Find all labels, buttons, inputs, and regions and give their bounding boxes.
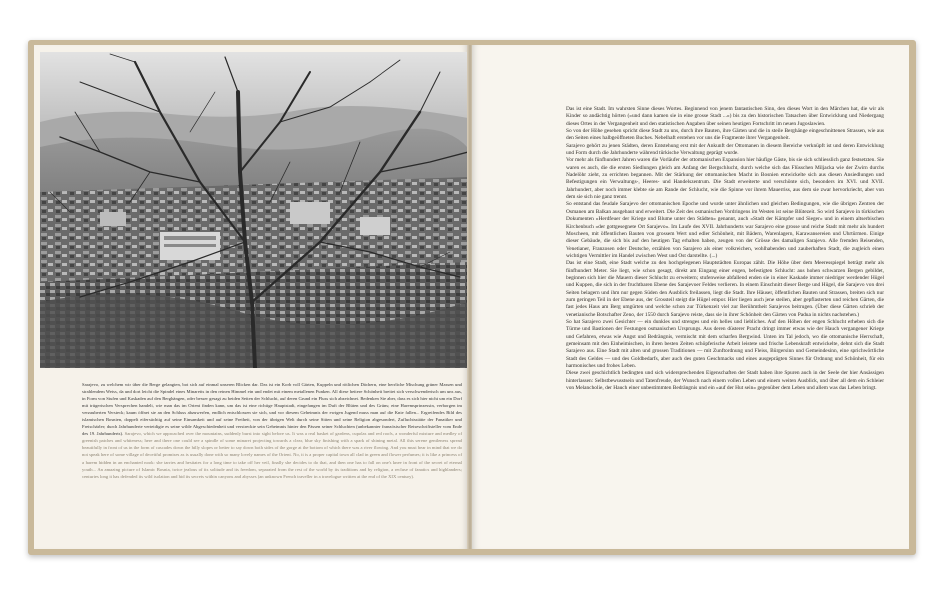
photo-illustration xyxy=(40,52,468,368)
paragraph: So hat Sarajevo zwei Gesichter — ein dunkles und strenges und ein helles und liebliches. Auf den Höhen der engen Schlucht erheben sich die Türme und Bastionen der Festungen osmanischen Ursprungs. Aus deren düsterer Pracht dringt immer etwas wie der Hauch vergangener Kriege und Gefahren, etwas wie Angst und Bedrängnis, vermischt mit dem scharfen Bergwind. Unten im Tal jedoch, wo die ottomanische Herrschaft, gemeinsam mit den Einheimischen, in ihren besten Zeiten schöpferische Arbeit leistete und frische Lebenskraft entwickelte, dehnt sich die Stadt Sarajevo aus. Eine Stadt mit alten und grossen Traditionen — mit Zunftordnung und Fleiss, Bürgersinn und Gemeindesinn, eine sprichwörtliche Stadt des Geldes — und des Goldbedarfs, aber auch des guten Geschmacks und eines ausgeprägten Sinnes für Ordnung und Schönheit, für ein harmonisches und frohes Leben. xyxy=(566,318,884,370)
paragraph: Das ist eine Stadt. Im wahrsten Sinne dieses Wortes. Beginnend von jenem fantastischen Sinn, den dieses Wort in den Märchen hat, die wir als Kinder so andächtig hörten (»und dann kamen sie in eine grosse Stadt ...«) bis zu den historischen Tatsachen über Entwicklung und Niedergang dieses Ortes in der Vergangenheit und den statistischen Angaben über seinen heutigen Fortschritt im neuen Jugoslawien. xyxy=(566,106,884,127)
paragraph: So von der Höhe gesehen spricht diese Stadt zu uns, durch ihre Bauten, ihre Gärten und die in steile Berghänge eingeschnittenen Strassen, wie aus den Seiten eines halbgeöffneten Buches. Nebelhaft erstehen vor uns die Fragmente ihrer Vergangenheit. xyxy=(566,128,884,142)
paragraph: Das ist eine Stadt, eine Stadt welche zu den hochgelegenen Hauptstädten Europas zählt. Die Höhe über dem Meeresspiegel beträgt mehr als fünfhundert Meter. Sie liegt, wie schon gesagt, direkt am Eingang einer engen, befestigten Schlucht: aus hohen schwarzen Bergen gebildet, beginnen sich hier die Mauern dieser Schlucht zu erweitern; stufenweise abfallend enden sie in einer Kaskade immer niedriger werdender Hügel und Kuppen, die sich in der fruchtbaren Ebene des Sarajevoer Feldes verlieren. In einem Einschnitt dieser Berge und Hügel, die Sarajevo von drei Seiten belagern und ihm nur gegen Süden den Ausblick freilassen, liegt die Stadt. Ihre Häuser, öffentlichen Bauten und Strassen, breiten sich nur zum geringen Teil in der Ebene aus, der Grossteil steigt die Hügel empor. Hier liegen auch jene steilen, aber gepflasterten und reichen Gärten, die fast jedes Haus am Berg umgürten und welche schon zur Türkenzeit viel zur Berühmtheit Sarajevos beitrugen. (Über diese Gärten schrieb der venetianische Botschafter Zeno, der 1550 durch Sarajevo reiste, dass sie in ihrer Schönheit den Gärten von Padua in nichts nachstehen.) xyxy=(566,260,884,318)
paragraph: Diese zwei geschichtlich bedingten und sich widersprechenden Eigenschaften der Stadt haben ihre Spuren auch in der Seele der hier Ansässigen hinterlassen: Selbstbewusstsein und Tatenfreude, der Wunsch nach einem vollen Leben und einem weiten Ausblick, und über all dem ein Schleier von Melancholie, der Hauch einer unbestimmten Bedrängnis und ein »auf der Hut sein« gegenüber dem Leben und allem was das Leben bringt. xyxy=(566,370,884,392)
body-text xyxy=(566,106,884,392)
caption-german: Sarajevo, zu welchem wir über die Berge gelangten, bot sich auf einmal unseren Blicken dar. Das ist ein Korb voll Gärten, Kuppeln und rötlichen Dächern, eine herrliche Mischung grüner Massen und strahlendem Weiss, da und dort leicht die Spindel eines Minaretts in den reinen Himmel ein und endet mit einem metallenen Funken. All diese heitere Schönheit breitet sich verschwenderisch um uns aus, in Form von Stufen und Kaskaden auf den Berghängen, oder besser gesagt zu beiden Seiten der Schlucht, auf deren Grund ein Fluss sich abzeichnet. Bedenken Sie aber, dass es sich hier nicht um ein Dorf mit trügerischen Versprechen handelt, wie man das im Orient finden kann, um das ist eine richtige Hauptstadt, eingefangen im Duft der Blüten und des Grüns; eine Haremsprinzessin, verborgen im verzauberten Versteck; kaum öffnet sie an den Schluss abzuwerfen, endlich entschlossen sie sich, und vor diesem Geheimnis der ewigen Jugend muss man auf die Knie fallen... Ergreifendes Bild des islamischen Bosnien, doppelt eifersüchtig auf seine Einsamkeit und auf seine Freiheit, von der übrigen Welt durch seine Sitten und seine Religion abgesondert, Zufluchtsstätte der Fanatiker und Freischärler; durch Jahrhunderte verteidigte es seine wilde Abgeschiedenheit und verstreckte sein Geheimnis hinter den Pässen seiner Schluchten (unbekannter französischer Reiseschriftsteller vom Ende des 19. Jahrhunderts). xyxy=(82,382,462,437)
right-page xyxy=(472,45,909,549)
left-page xyxy=(34,45,468,549)
city-photograph xyxy=(40,52,468,368)
caption-english: Sarajevo, which we approached over the mountains, suddenly burst into sight before us. It was a real basket of gardens, cupolas and red roofs, a wonderful mixture and medley of greenish patches and whiteness; here and there one could see a spindle of some minaret projecting towards a clear, blue sky finishing with a spark of shining metal. All this serene gentleness spread beautifully in front of us in the form of cascades down the hilly slopes or better to say down both sides of the gorge at the bottom of which there was a river flowing. And you must bear in mind that we do not speak here of some village of deceitful promises as is usually done with so many lovely names of the Orient. No, it is a proper capital town all clad in green and flower perfumes; it is like a princess of a harem hidden in an enchanted nook: she tarries and hesitates for a long time to take off her veil, finally she decides to do that, and then one has to fall on one's knee in front of the secret of eternal youth... An amazing picture of Islamic Bosnia, twice jealous of its solitude and its freedom, separated from the rest of the world by its traditions and by religion, a recluse of fanatics and highlanders; centuries long it has defended its wild isolation and hid its secrets within canyons and abysses (an unknown French traveller in a travelogue written at the end of the XIX century). xyxy=(82,431,463,479)
paragraph: Sarajevo gehört zu jenen Städten, deren Entstehung erst mit der Ankunft der Ottomanen in diesem Bereiche verknüpft ist und deren Entwicklung und Form durch die Jahrhunderte während türkische Verwaltung geprägt wurde. xyxy=(566,142,884,157)
photo-caption xyxy=(82,381,462,480)
paragraph: So entstand das feudale Sarajevo der ottomanischen Epoche und wurde unter ähnlichen und gleichen Bedingungen, wie die übrigen Zentren der Osmanen am Balkan ausgebaut und erweitert. Die Zeit des osmanischen Vordringens im Westen ist seine Blütezeit. So wird Sarajevo in türkischen Dokumenten »Herdfeuer der Kriege und Blume unter den Städten« genannt, auch »Stadt der Kämpfer und Sieger« und in einem altserbischen Kirchenbuch »der gottgesegnete Ort Sarajevo«. Im Laufe des XVII. Jahrhunderts war Sarajevo eine grosse und reiche Stadt mit mehr als hundert Moscheen, mit öffentlichen Bauten von grossem Wert und edler Schönheit, mit Bädern, Warenlagern, Karawansereien und Uhrtürmen. Einige dieser Gebäude, die sich bis auf den heutigen Tag erhalten haben, zeugen von der Grösse des damaligen Sarajevo. Alle fremden Reisenden, Venetianer, Franzosen oder Deutsche, erzählen von Sarajevo als einer volkreichen, wohlhabenden und zauberhaften Stadt, die zugleich einen wichtigen Vermittler im Handel zwischen West und Ost darstellte. (...) xyxy=(566,201,884,259)
open-book xyxy=(28,40,916,555)
paragraph: Vor mehr als fünfhundert Jahren waren die Vorläufer der ottomanischen Expansion hier häufige Gäste, bis sie sich schliesslich ganz festsetzten. Sie waren es auch, die die ersten Siedlungen gleich am Anfang der Bergschlucht, durch welche sich das Flüsschen Miljacka wie der Zwirn durchs Nadelöhr zieht, zu errichten begannen. Mit der Stärkung der ottomanischen Macht in Bosnien entwickelte sich aus diesen Ansiedlungen und Befestigungen ein Verwaltungs-, Heeres- und Handelszentrum. Die Stadt erweiterte und verschönte sich, besonders im XVI. und XVII. Jahrhundert, aber noch immer klebte sie am Rande der Schlucht, wie die Spinne vor ihrem Mauerriss, aus dem sie zwar hervorkriecht, aber von dem sie sich nie ganz trennt. xyxy=(566,157,884,201)
